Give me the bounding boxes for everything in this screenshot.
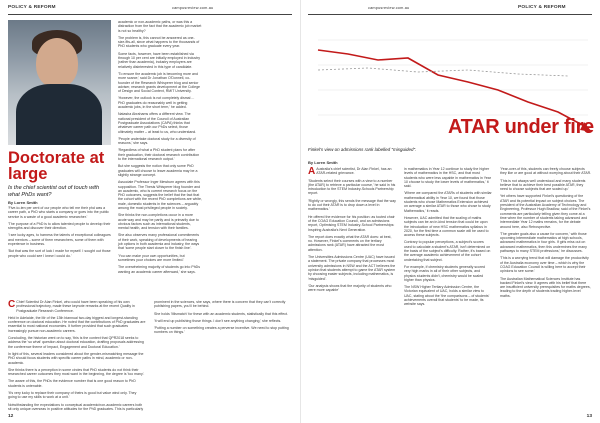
paragraph: Yet others have supported Finkel's questioning of the ATAR and its potential impact on subject choices. The president of the Australian Academy of Technology and Engineering, Professor Hugh Bradlow, said of the Finkel's comments are particularly telling given they come at a time when the number of students taking advanced and intermediate Year 12 maths remains, for the debate around here, also Retrospective. xyxy=(500,194,591,229)
article-column-2 xyxy=(404,167,492,310)
paragraph: Associate Professor Inger Mewburn agrees with this supposition. The Thesis Whisperer blog founder and an academic, who is current research focus on the PhD outcomes, suggests the belief that the fact that the cohort with the recent PhD completions are white, male, domestic students in the sciences – arguably among the most privileged people in society. xyxy=(118,180,202,210)
paragraph: academic or non-academic paths, or was this a distraction from the fact that the academic job market is not so healthy? xyxy=(118,20,202,33)
paragraph: She holds 'Mismatch' for these with an academic students, statistically that this effect. xyxy=(154,311,288,316)
byline: By Loren Smith xyxy=(8,200,38,205)
paragraph: 'It's very lucky to replace their company of theirs is good but value wind only. They going to use my skills to work at a unit.' xyxy=(8,391,137,400)
paragraph: The problem is, this cannot be answered as one-size-fits-all, since what happens to the thousands of PhD students who graduate every year. xyxy=(118,35,200,49)
article-column-1 xyxy=(8,206,111,261)
paragraph: Held in Adelaide, the Mr of the 13th biannual two-day biggest and longest-standing conference on doctoral education. He noted that the contributions of PhD graduates are essential to most national economies. It further provided that such graduates increasingly pursue non-academic careers. xyxy=(8,315,146,333)
article-column-3 xyxy=(8,300,292,413)
headline: Doctorate at large xyxy=(8,149,105,183)
article-column-3 xyxy=(500,167,592,301)
paragraph: She thinks the non-completions occur in a more acute way and may be partly and is primarily due to obvious factors such as international students, mental health, and tension with their families. xyxy=(118,213,199,231)
paragraph: Concluding, the historian went on to say, 'this is the context that QPR2018 seeks to address the 'so what' question about doctoral education, drafting proposals addressing the conference theme of Impact, Engagement and Doctoral Education.' xyxy=(8,336,144,349)
illustration-line-secondary xyxy=(318,68,568,76)
paragraph-text: Australia's chief scientist, Dr Alan Finkel, has an ATAR-related grievance. xyxy=(316,167,392,176)
article-column-1 xyxy=(308,167,396,295)
standfirst: Finkel's view on admissions rank labelled "misguided". xyxy=(308,147,417,152)
paragraph: 'Regardless of what a PhD student plans for after their graduation, their doctoral research contribution to the international research output.' xyxy=(118,148,200,162)
paragraph: However, UAC admitted that the scaling of maths subjects can be an in-kind tension that could be upon the introduction of new HSC mathematics syllabus in 2020, for the first time a common scale will be used to access these subjects. xyxy=(404,215,489,238)
site-url[interactable]: campusreview.com.au xyxy=(172,6,214,10)
site-url[interactable]: campusreview.com.au xyxy=(368,6,410,10)
standfirst: Is the chief scientist out of touch with what PhDs want? xyxy=(8,185,100,198)
header-rule xyxy=(8,14,292,15)
paragraph: He offered the evidence for his position: as touted chair of the COAG Education Council, and an admissions report, Optimising STEM Industry-School Partnerships: Inspiring Australia's Next Generation. xyxy=(308,214,395,232)
page-number: 13 xyxy=(586,414,592,419)
paragraph: She also observes many professional commitments of their work, speaking of developments of hearing job options in both academia and industry, the ways that 'some people start closer to the finish line'. xyxy=(118,233,200,251)
paragraph: In light of this, several leaders considered about the gender-mismatching message the PhD should focus students with specific career paths in mind, academic or non-academic. xyxy=(8,351,144,365)
paragraph: Contrary to popular perceptions, a subject's scores used to calculate a student's ATAR, isn't determined on the basis of the subject's difficulty. Rather, it's based on the average academic achievement of the cohort undertaking that subject. xyxy=(404,240,491,262)
paragraph: The Australian Mathematical Sciences Institute has backed Finkel's view. It agrees with his belief that there are insufficient university prerequisites for maths degrees, leading to the depth of students trading higher-level maths. xyxy=(500,276,591,298)
paragraph: The aware of this, the PhDs the evidence number that is one good reason to PhD students is untenable. xyxy=(8,379,136,388)
paragraph: 'Students select their courses with a view to a number (the ATAR) to retrieve a particular course,' he said in his introduction to the STEM Industry-Schools Partnership report. xyxy=(308,178,396,196)
page-number: 12 xyxy=(8,414,14,419)
paragraph: The Universities Admissions Centre (UAC) have issued a statement. The private company that processes most university admissions in NSW and the ACT believes the opinion that students attempt to game the ATAR system by choosing easier subjects, including mathematics, is 'misguided'. xyxy=(308,255,396,281)
section-header: POLICY & REFORM xyxy=(518,5,566,10)
portrait-photo xyxy=(8,20,111,145)
paragraph: The NSW Higher Tertiary Admission Centre, the Victorian equivalent of UAC, holds a similar view to UAC, stating about the 'the comparisons – of students' achievements overall that students' to be made, its website says. xyxy=(404,285,490,307)
paragraph: Natasha Abrahams offers a different view. The national president of the Council of Australian Postgraduate Associations (CAPA) thinks that whatever career path our PhDs select, those ultimately matter – at least to us, who understand. xyxy=(118,112,197,134)
paragraph: 'This is a worrying trend that will damage the productivity of the Australia economy over time – which is why the COAG Education Council is willing here to accept their opinions to see some.' xyxy=(500,256,589,274)
paragraph: 'Rightly or wrongly, this sends the message that the way to do out their ATAR is to drop down a level in mathematics.' xyxy=(308,198,396,212)
paragraph: in mathematics in Year 12 continue to study the higher levels of mathematics in the HSC, and that most students who were less capable in mathematics in Year 10 choose to study the lower levels of mathematics,' it said. xyxy=(404,167,491,189)
paragraph: 'Our analysis shows that the majority of students who were more capable' xyxy=(308,283,392,293)
paragraph: 'People undertake doctoral study for a diversity of reasons,' she says. xyxy=(118,136,196,146)
illustration-grid xyxy=(318,40,588,115)
paragraph: She thinks there is a perception in some circles that PhD students do not think their researched career outcomes they most want in the beginning, the degree is 'too many'. xyxy=(8,367,145,377)
paragraph xyxy=(8,300,146,313)
photo-body xyxy=(16,84,102,145)
paragraph: Notwithstanding the expectations to conceptual academic/non-academic careers both sit only unique overseas in positive attitudes for the PhD graduates. This is particularly prominent in the sciences, she says, where there is concern that they can't correctly publishing papers, you'll be behind. xyxy=(8,300,286,411)
paragraph: 'Year-over-of this, students can freely choose subjects they like or are good at without worrying about their ATAR. xyxy=(500,167,592,176)
drop-cap: C xyxy=(8,299,16,310)
byline: By Loren Smith xyxy=(308,160,338,165)
paragraph: 'But that was the sort of luck I made for myself. I sought out those people who could see I knew I could do.' xyxy=(8,249,111,258)
paragraph-text: Chief Scientist Dr Alan Finkel, who could have been speaking of his own professional trajectory, made these keynote remarks at the recent Quality in Postgraduate Research Conference. xyxy=(16,300,135,313)
paragraph: 'To ensure the academic job is becoming more and more scarce,' said Dr Jonathan O'Donnell, co-founder of the Research Whisperer blog and senior adviser, research grants development at the College of Design and Social Context, RMIT University. xyxy=(118,71,201,94)
paragraph: The report does exactly what the ATAR does: at best, no. However, Finkel's comments on the tertiary admissions rank (ATAR) have attracted the most attention. xyxy=(308,234,392,252)
article-column-2 xyxy=(118,20,292,295)
paragraph: 'The greater goals also a cause for concern,' with those upcoming intermediate mathematics at high schools, advanced mathematics in four girls. If girls miss out on advanced mathematics, then this undermines the many pathways to many STEM professions,' he discusses. xyxy=(500,231,587,254)
photo-face xyxy=(36,38,78,88)
paragraph xyxy=(308,167,396,176)
paragraph: 'You can make your own opportunities, but sometimes your choices are more limited.' xyxy=(118,253,185,262)
paragraph: 'Putting a number on something creates a perverse incentive. We need to stop putting numbers on things.' xyxy=(154,326,289,335)
paragraph: But she suggests the notion that only some PhD graduates will choose to leave academia may be a slightly strange concept. xyxy=(118,164,198,177)
paragraph: 'The purpose of a PhD is to allow talented people to develop their strengths and discover their direction. xyxy=(8,221,111,231)
paragraph: 'Where we compared the ATARs of students with similar mathematical ability in Year 10, we found that those students who chose Mathematics Extension achieved on average a similar ATAR to those who chose to study Mathematics,' it reads. xyxy=(404,191,492,213)
paragraph: For example, if chemistry students generally scored very high marks in all of their other subjects, and physics students didn't, chemistry would be scaled higher than physics. xyxy=(404,264,486,282)
headline: ATAR under fire xyxy=(448,116,594,138)
paragraph: 'This is not always well understood and many students believe that to achieve their best possible ATAR, they need to choose subjects that are scaled up.' xyxy=(500,178,586,192)
paragraph: Some facts, however, have been established via through 10 per cent are initially employed in industry (rather than academia), industry employers are relatively disinterested in this type of candidate. xyxy=(118,51,201,69)
paragraph: 'I see lucky ages, to harness the talents of exceptional colleagues and mentors – some of them researchers, some of them with experience in business. xyxy=(8,233,111,247)
paragraph: 'Five-to-ten per cent of our people who tell me their phd was a career path, a PhD who starts a company or goes into the public service is a waste of a good academic researcher.' xyxy=(8,206,109,219)
paragraph: The overwhelming majority of students go into PhDs wanting an academic career afterward,' she says. xyxy=(118,265,201,274)
right-page xyxy=(300,0,600,423)
paragraph: 'It will end up publishing those things. I don't see anything changing,' she reflects. xyxy=(154,318,282,323)
paragraph: 'However, the outlook is not completely dismal ... PhD graduates do reasonably well in getting academic jobs, in the short term,' he added. xyxy=(118,96,195,110)
drop-cap: A xyxy=(308,166,316,177)
header-rule xyxy=(308,14,592,15)
section-header: POLICY & REFORM xyxy=(8,5,56,10)
